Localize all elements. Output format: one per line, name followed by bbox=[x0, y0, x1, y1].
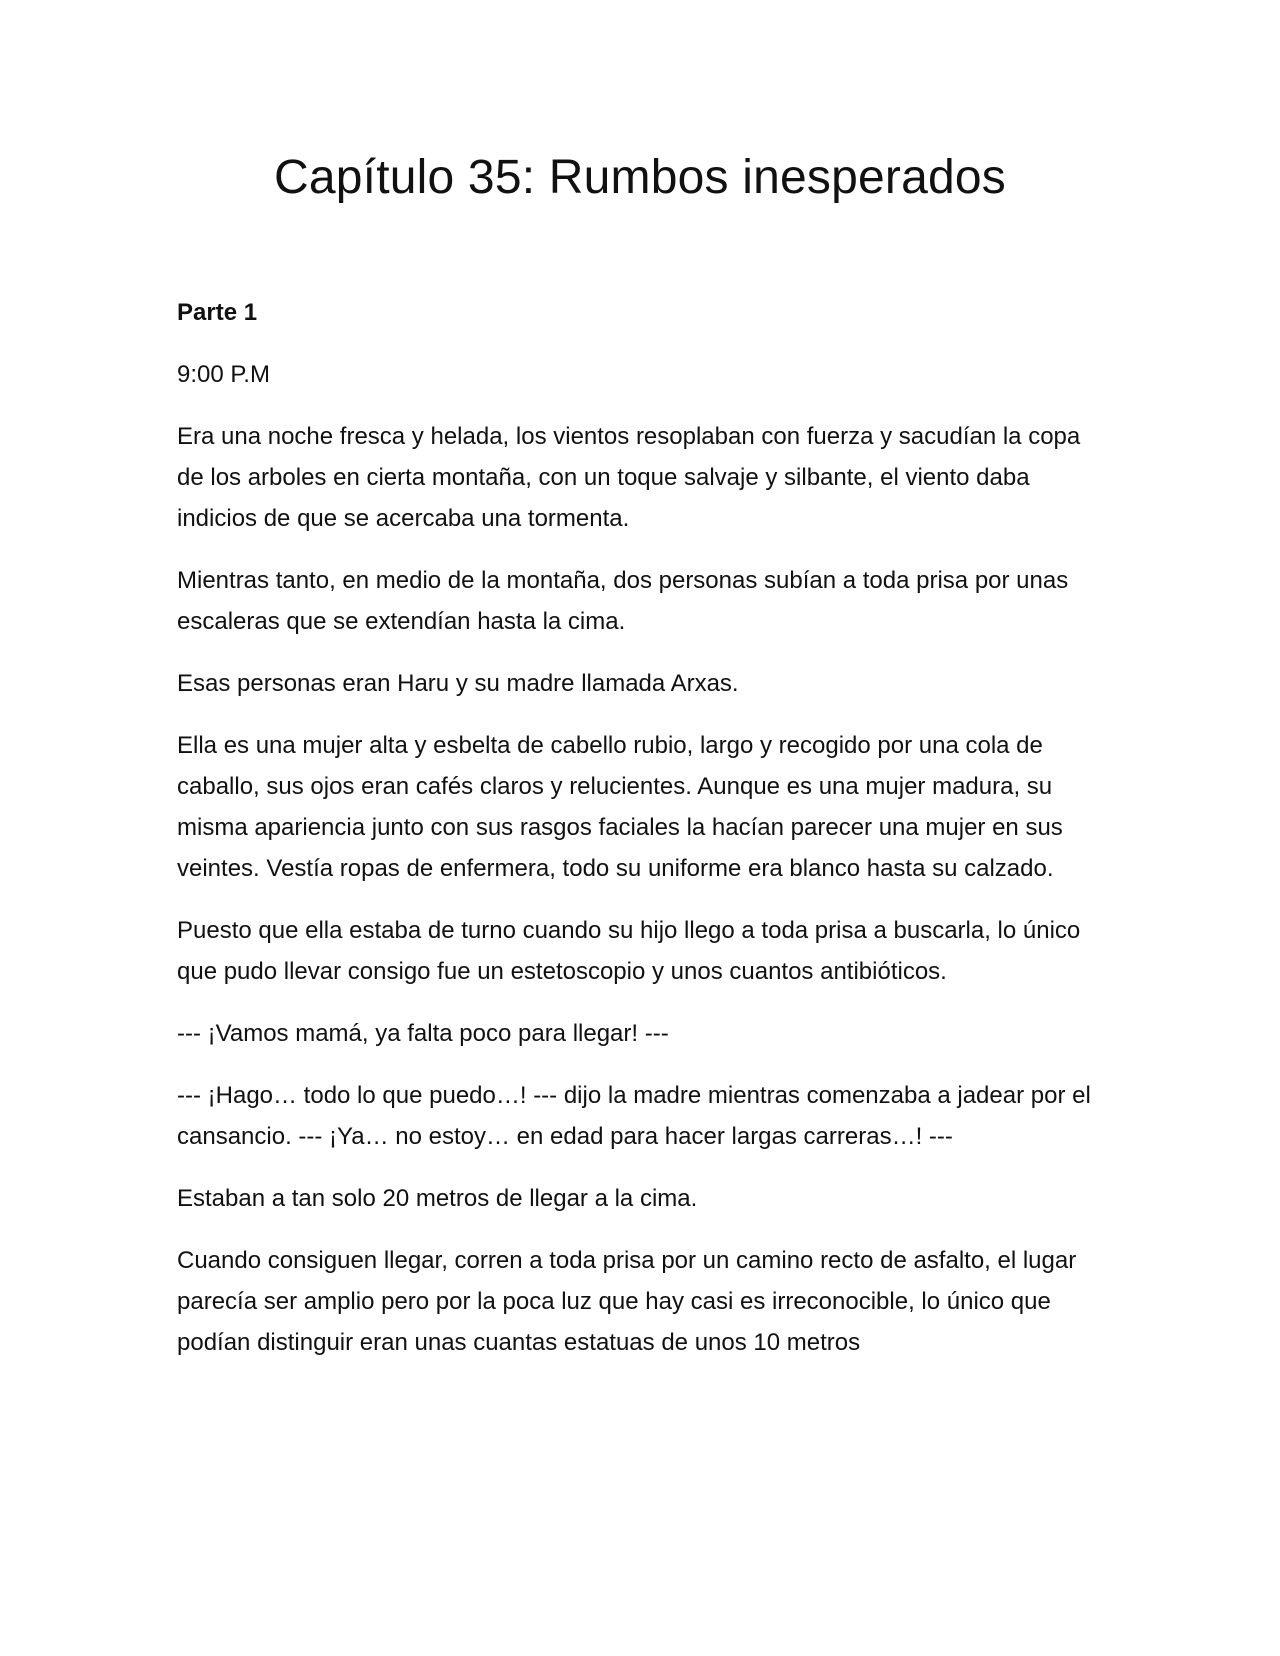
document-body bbox=[177, 292, 1103, 1363]
paragraph-4: Ella es una mujer alta y esbelta de cabello rubio, largo y recogido por una cola de caballo, sus ojos eran cafés claros y relucientes. Aunque es una mujer madura, su misma apariencia junto con sus rasgos faciales la hacían parecer una mujer en sus veintes. Vestía ropas de enfermera, todo su uniforme era blanco hasta su calzado. bbox=[177, 732, 1063, 882]
paragraph-1: Era una noche fresca y helada, los vientos resoplaban con fuerza y sacudían la copa de los arboles en cierta montaña, con un toque salvaje y silbante, el viento daba indicios de que se acercaba una tormenta. bbox=[177, 423, 1081, 532]
paragraph-6: Estaban a tan solo 20 metros de llegar a la cima. bbox=[177, 1185, 698, 1212]
dialogue-1: --- ¡Vamos mamá, ya falta poco para llegar! --- bbox=[177, 1020, 669, 1047]
paragraph-7: Cuando consiguen llegar, corren a toda prisa por un camino recto de asfalto, el lugar parecía ser amplio pero por la poca luz que hay casi es irreconocible, lo único que podían distinguir eran unas cuantas estatuas de unos 10 metros bbox=[177, 1247, 1077, 1356]
part-heading: Parte 1 bbox=[177, 299, 258, 326]
paragraph-2: Mientras tanto, en medio de la montaña, dos personas subían a toda prisa por unas escaleras que se extendían hasta la cima. bbox=[177, 567, 1069, 635]
chapter-title: Capítulo 35: Rumbos inesperados bbox=[274, 151, 1006, 204]
paragraph-3: Esas personas eran Haru y su madre llamada Arxas. bbox=[177, 670, 739, 697]
time-line: 9:00 P.M bbox=[177, 361, 270, 388]
paragraph-5: Puesto que ella estaba de turno cuando su hijo llego a toda prisa a buscarla, lo único que pudo llevar consigo fue un estetoscopio y unos cuantos antibióticos. bbox=[177, 917, 1081, 985]
dialogue-2: --- ¡Hago… todo lo que puedo…! --- dijo la madre mientras comenzaba a jadear por el cansancio. --- ¡Ya… no estoy… en edad para hacer largas carreras…! --- bbox=[177, 1082, 1091, 1150]
